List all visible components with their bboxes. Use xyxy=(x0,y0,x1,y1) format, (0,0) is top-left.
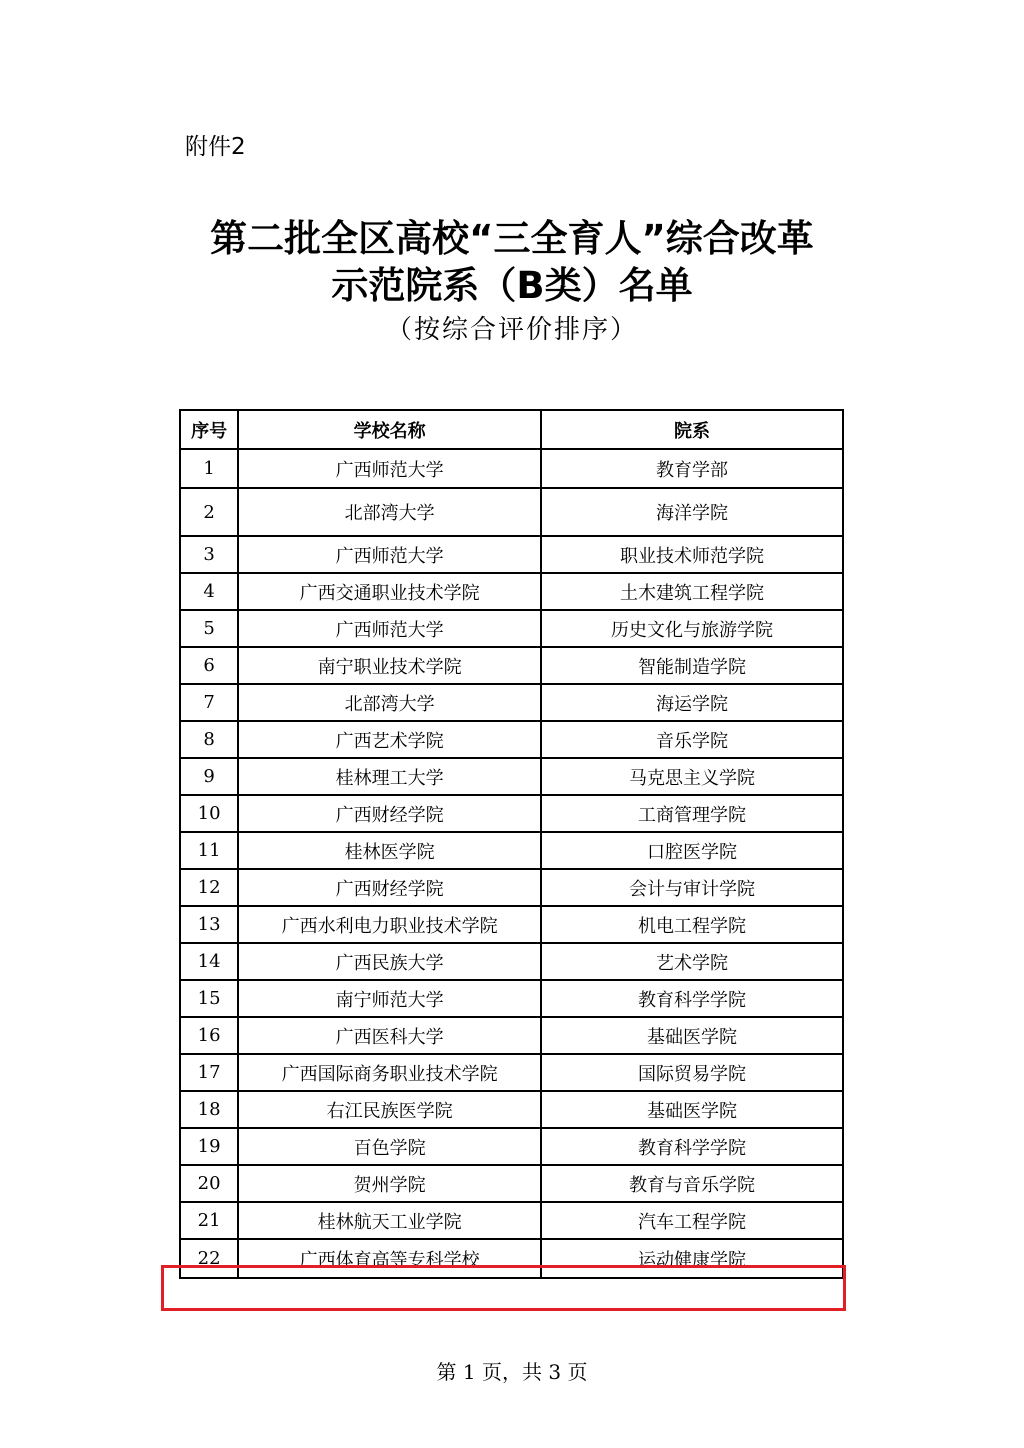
row-department: 智能制造学院 xyxy=(541,647,843,684)
table-row xyxy=(180,721,843,758)
row-school: 广西体育高等专科学校 xyxy=(238,1239,541,1278)
row-school: 广西财经学院 xyxy=(238,795,541,832)
table-row xyxy=(180,684,843,721)
row-school: 广西国际商务职业技术学院 xyxy=(238,1054,541,1091)
row-index: 3 xyxy=(180,536,238,573)
row-department: 基础医学院 xyxy=(541,1017,843,1054)
row-index: 6 xyxy=(180,647,238,684)
table-row xyxy=(180,1202,843,1239)
row-index: 16 xyxy=(180,1017,238,1054)
row-index: 4 xyxy=(180,573,238,610)
row-department: 音乐学院 xyxy=(541,721,843,758)
footer-current-page: 1 xyxy=(462,1360,476,1384)
table-row xyxy=(180,943,843,980)
table-row-highlighted xyxy=(180,1239,843,1278)
row-school: 广西水利电力职业技术学院 xyxy=(238,906,541,943)
row-index: 11 xyxy=(180,832,238,869)
table-row xyxy=(180,536,843,573)
row-school: 桂林航天工业学院 xyxy=(238,1202,541,1239)
row-department: 汽车工程学院 xyxy=(541,1202,843,1239)
table-row xyxy=(180,1128,843,1165)
table-row xyxy=(180,1054,843,1091)
document-title-line-2: 示范院系（B类）名单 xyxy=(331,264,693,307)
row-index: 22 xyxy=(180,1239,238,1278)
row-index: 17 xyxy=(180,1054,238,1091)
table-row xyxy=(180,869,843,906)
row-department: 艺术学院 xyxy=(541,943,843,980)
table-row xyxy=(180,1091,843,1128)
row-school: 广西医科大学 xyxy=(238,1017,541,1054)
row-department: 马克思主义学院 xyxy=(541,758,843,795)
row-school: 广西交通职业技术学院 xyxy=(238,573,541,610)
row-department: 土木建筑工程学院 xyxy=(541,573,843,610)
row-index: 18 xyxy=(180,1091,238,1128)
row-department: 机电工程学院 xyxy=(541,906,843,943)
table-row xyxy=(180,488,843,536)
row-department: 海运学院 xyxy=(541,684,843,721)
row-index: 7 xyxy=(180,684,238,721)
row-index: 9 xyxy=(180,758,238,795)
row-index: 12 xyxy=(180,869,238,906)
row-index: 21 xyxy=(180,1202,238,1239)
program-list-table xyxy=(179,409,844,1279)
table-row xyxy=(180,1017,843,1054)
row-index: 14 xyxy=(180,943,238,980)
header-index: 序号 xyxy=(180,410,238,449)
row-school: 右江民族医学院 xyxy=(238,1091,541,1128)
row-index: 8 xyxy=(180,721,238,758)
page-footer xyxy=(0,1357,1024,1387)
row-index: 20 xyxy=(180,1165,238,1202)
table-row xyxy=(180,610,843,647)
row-school: 百色学院 xyxy=(238,1128,541,1165)
row-department: 历史文化与旅游学院 xyxy=(541,610,843,647)
row-school: 桂林医学院 xyxy=(238,832,541,869)
row-index: 5 xyxy=(180,610,238,647)
row-department: 职业技术师范学院 xyxy=(541,536,843,573)
document-subtitle: （按综合评价排序） xyxy=(385,315,638,345)
row-index: 15 xyxy=(180,980,238,1017)
row-department: 教育科学学院 xyxy=(541,980,843,1017)
row-department: 教育科学学院 xyxy=(541,1128,843,1165)
table-row xyxy=(180,795,843,832)
row-school: 广西师范大学 xyxy=(238,610,541,647)
row-department: 会计与审计学院 xyxy=(541,869,843,906)
document-title-line-1: 第二批全区高校“三全育人”综合改革 xyxy=(210,217,814,260)
row-school: 南宁职业技术学院 xyxy=(238,647,541,684)
row-department: 基础医学院 xyxy=(541,1091,843,1128)
table-row xyxy=(180,758,843,795)
footer-total-pages: 3 xyxy=(548,1360,562,1384)
row-department: 工商管理学院 xyxy=(541,795,843,832)
table-header-row xyxy=(180,410,843,449)
table-row xyxy=(180,832,843,869)
row-department: 口腔医学院 xyxy=(541,832,843,869)
row-school: 北部湾大学 xyxy=(238,684,541,721)
footer-middle: 页，共 xyxy=(482,1360,542,1384)
row-school: 广西师范大学 xyxy=(238,536,541,573)
header-school: 学校名称 xyxy=(238,410,541,449)
table-row xyxy=(180,573,843,610)
row-school: 广西民族大学 xyxy=(238,943,541,980)
table-row xyxy=(180,1165,843,1202)
row-index: 19 xyxy=(180,1128,238,1165)
row-school: 北部湾大学 xyxy=(238,488,541,536)
row-department: 运动健康学院 xyxy=(541,1239,843,1278)
row-index: 13 xyxy=(180,906,238,943)
row-school: 贺州学院 xyxy=(238,1165,541,1202)
header-department: 院系 xyxy=(541,410,843,449)
table-row xyxy=(180,906,843,943)
table-row xyxy=(180,449,843,488)
table-row xyxy=(180,980,843,1017)
table-row xyxy=(180,647,843,684)
attachment-label: 附件2 xyxy=(185,134,246,160)
row-school: 南宁师范大学 xyxy=(238,980,541,1017)
footer-prefix: 第 xyxy=(436,1360,457,1384)
row-index: 10 xyxy=(180,795,238,832)
row-index: 2 xyxy=(180,488,238,536)
row-department: 国际贸易学院 xyxy=(541,1054,843,1091)
row-school: 广西艺术学院 xyxy=(238,721,541,758)
row-school: 广西师范大学 xyxy=(238,449,541,488)
row-department: 教育与音乐学院 xyxy=(541,1165,843,1202)
row-department: 海洋学院 xyxy=(541,488,843,536)
row-index: 1 xyxy=(180,449,238,488)
footer-suffix: 页 xyxy=(567,1360,588,1384)
row-school: 桂林理工大学 xyxy=(238,758,541,795)
row-department: 教育学部 xyxy=(541,449,843,488)
row-school: 广西财经学院 xyxy=(238,869,541,906)
